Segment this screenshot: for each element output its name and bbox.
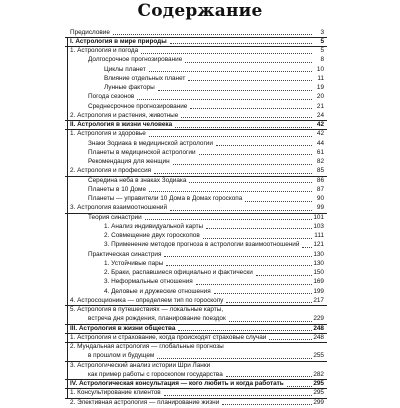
toc-entry-label: 2. Элективная астрология — планирование жизни: [70, 398, 220, 406]
toc-leader-dots: [302, 247, 312, 248]
toc-leader-dots: [141, 53, 312, 54]
toc-entry-label: 2. Совмещение двух гороскопов: [104, 232, 200, 239]
toc-leader-dots: [214, 293, 312, 294]
section-rule: [65, 361, 327, 362]
toc-entry-page: 101: [313, 213, 324, 221]
toc-entry-label: Среднесрочное прогнозирование: [88, 102, 188, 110]
toc-entry-page: 42: [316, 121, 324, 128]
toc-entry-page: 5: [320, 37, 324, 45]
toc-entry-page: 248: [313, 324, 324, 332]
toc-entry-page: 111: [314, 232, 324, 239]
toc-leader-dots: [222, 404, 312, 405]
section-rule: [65, 388, 327, 389]
toc-leader-dots: [170, 210, 312, 211]
toc-leader-dots: [164, 256, 312, 257]
toc-entry-page: 121: [313, 241, 324, 249]
toc-entry-page: 103: [313, 222, 324, 230]
toc-entry-label: 3. Применение методов прогноза в астрологии взаимоотношений: [104, 241, 300, 249]
toc-entry-page: 61: [316, 148, 324, 156]
toc-leader-dots: [181, 117, 312, 118]
toc-entry-label: 2. Астрология и растения, животные: [70, 111, 179, 119]
toc-entry-label: 3. Астрологический анализ истории Шри Ланки: [70, 361, 211, 369]
section-rule: [65, 398, 327, 399]
toc-leader-dots: [166, 265, 312, 266]
page-title: Содержание: [137, 1, 263, 21]
toc-leader-dots: [170, 43, 312, 44]
toc-entry-page: 229: [313, 315, 324, 323]
toc-leader-dots: [145, 219, 312, 220]
toc-entry-label: I. Астрология в мире природы: [70, 37, 167, 45]
toc-entry-label: II. Астрология в жизни человека: [70, 121, 173, 128]
toc-entry-page: 11: [317, 74, 324, 82]
toc-entry-page: 3: [320, 28, 324, 36]
toc-entry-page: 87: [316, 185, 324, 193]
toc-entry-page: 44: [316, 139, 324, 147]
toc-entry-page: 130: [313, 250, 324, 258]
toc-entry-page: 282: [313, 370, 324, 378]
section-rule: [65, 324, 327, 325]
toc-entry-page: 99: [316, 204, 324, 212]
toc-leader-dots: [173, 164, 312, 165]
toc-entry-label: в прошлом и будущем: [88, 352, 155, 360]
toc-entry-label: как пример работы с гороскопом государства: [88, 370, 223, 378]
section-rule: [65, 213, 327, 214]
toc-entry-page: 82: [316, 158, 324, 165]
toc-leader-dots: [190, 108, 312, 109]
section-rule: [65, 120, 327, 121]
section-rule: [65, 46, 327, 47]
toc-entry-page: 20: [316, 93, 324, 101]
toc-entry-label: Погода сезонов: [88, 93, 135, 101]
toc-entry-page: 8: [320, 56, 324, 64]
toc-entry-label: Практическая синастрия: [88, 250, 162, 258]
toc-entry-page: 295: [313, 389, 324, 397]
toc-entry-page: 10: [316, 65, 324, 73]
section-rule: [65, 37, 327, 38]
toc-entry-label: 3. Астрология взаимоотношений: [70, 204, 168, 212]
toc-leader-dots: [149, 136, 312, 137]
section-rule: [65, 129, 327, 130]
toc-entry-label: Долгосрочное прогнозирование: [88, 56, 183, 64]
toc-leader-dots: [226, 376, 312, 377]
toc-leader-dots: [137, 99, 312, 100]
toc-leader-dots: [185, 62, 312, 63]
toc-leader-dots: [158, 90, 312, 91]
section-rule: [65, 342, 327, 343]
toc-leader-dots: [226, 302, 312, 303]
toc-entry-label: Планеты в медицинской астрологии: [88, 148, 196, 156]
toc-entry-label: Рекомендация для женщин: [88, 158, 170, 165]
toc-leader-dots: [287, 386, 312, 387]
toc-entry-label: 2. Браки, распавшиеся официально и фактически: [104, 269, 253, 276]
toc-entry-label: 4. Деловые и дружеские отношения: [104, 287, 211, 295]
toc-leader-dots: [216, 145, 312, 146]
toc-entry-page: 248: [313, 333, 324, 341]
toc-entry-label: 1. Астрология и погода: [70, 47, 139, 54]
toc-entry-label: 5. Астрология в путешествиях — локальные карты,: [70, 306, 224, 313]
toc-entry-page: 90: [316, 195, 324, 202]
toc-leader-dots: [157, 358, 312, 359]
section-rule: [65, 379, 327, 380]
toc-entry-label: Планеты — управители 10 Дома в Домах гороскопа: [88, 195, 243, 202]
toc-leader-dots: [149, 191, 312, 192]
toc-entry-label: 1. Астрология и страхование, когда происходят страховые случаи: [70, 333, 267, 341]
toc-entry-label: III. Астрология в жизни общества: [70, 324, 176, 332]
toc-leader-dots: [245, 201, 312, 202]
toc-entry-label: 1. Консультирование клиентов: [70, 389, 161, 397]
toc-entry-label: 1. Астрология и здоровье: [70, 130, 146, 138]
toc-entry-label: Влияние отдельных планет: [104, 74, 186, 82]
toc-entry-page: 24: [316, 111, 324, 119]
section-rule: [65, 176, 327, 177]
toc-entry-label: 2. Мундальная астрология — глобальные прогнозы: [70, 343, 224, 350]
section-rule: [65, 305, 327, 306]
toc-entry-page: 217: [313, 296, 324, 304]
toc-leader-dots: [229, 321, 312, 322]
toc-entry: [0, 398, 400, 408]
toc-entry-label: 1. Анализ индивидуальной карты: [104, 222, 204, 230]
toc-entry-label: Предисловие: [70, 28, 110, 36]
toc-entry-label: 3. Неформальные отношения: [104, 278, 193, 286]
toc-entry-page: 150: [313, 269, 324, 276]
toc-entry-label: Знаки Зодиака в медицинской астрологии: [88, 139, 213, 147]
toc-leader-dots: [188, 80, 312, 81]
toc-entry-page: 199: [313, 287, 324, 295]
toc-entry-label: Циклы планет: [104, 65, 146, 73]
toc-leader-dots: [269, 339, 312, 340]
toc-entry-page: 295: [313, 380, 324, 387]
toc-entry-label: 4. Астросоционика — определяем тип по гороскопу: [70, 296, 224, 304]
toc-leader-dots: [149, 71, 312, 72]
toc-entry-page: 19: [316, 84, 324, 91]
toc-leader-dots: [178, 330, 312, 331]
toc-entry-page: 86: [316, 176, 324, 184]
toc-entry-page: 299: [313, 398, 324, 406]
toc-entry-page: 5: [320, 47, 324, 54]
toc-entry-page: 21: [316, 102, 324, 110]
toc-entry-label: 2. Астрология и профессия: [70, 167, 152, 175]
section-rule: [65, 333, 327, 334]
toc-entry-label: Планеты в 10 Доме: [88, 185, 146, 193]
toc-entry-page: 85: [316, 167, 324, 175]
toc-leader-dots: [203, 238, 312, 239]
toc-leader-dots: [256, 275, 312, 276]
toc-entry-label: встреча дня рождения, планирование поездок: [88, 315, 226, 323]
toc-leader-dots: [199, 154, 312, 155]
toc-entry-label: 1. Устойчивые пары: [104, 259, 164, 267]
toc-entry-label: Лунные факторы: [104, 84, 155, 91]
toc-entry-page: 42: [316, 130, 324, 138]
toc-leader-dots: [189, 182, 312, 183]
toc-entry-label: IV. Астрологическая консультация — кого любить и когда работать: [70, 380, 284, 387]
toc-leader-dots: [113, 34, 312, 35]
toc-entry-page: 130: [313, 259, 324, 267]
toc-entry-page: 169: [313, 278, 324, 286]
toc-entry-page: 255: [313, 352, 324, 360]
toc-leader-dots: [196, 284, 312, 285]
toc-leader-dots: [154, 173, 312, 174]
toc-leader-dots: [164, 395, 312, 396]
margin-rule: [67, 37, 68, 398]
toc-entry-label: Теория синастрии: [88, 213, 142, 221]
toc-leader-dots: [206, 228, 312, 229]
toc-entry-label: Середина неба в знаках Зодиака: [88, 176, 187, 184]
toc-leader-dots: [175, 127, 312, 128]
